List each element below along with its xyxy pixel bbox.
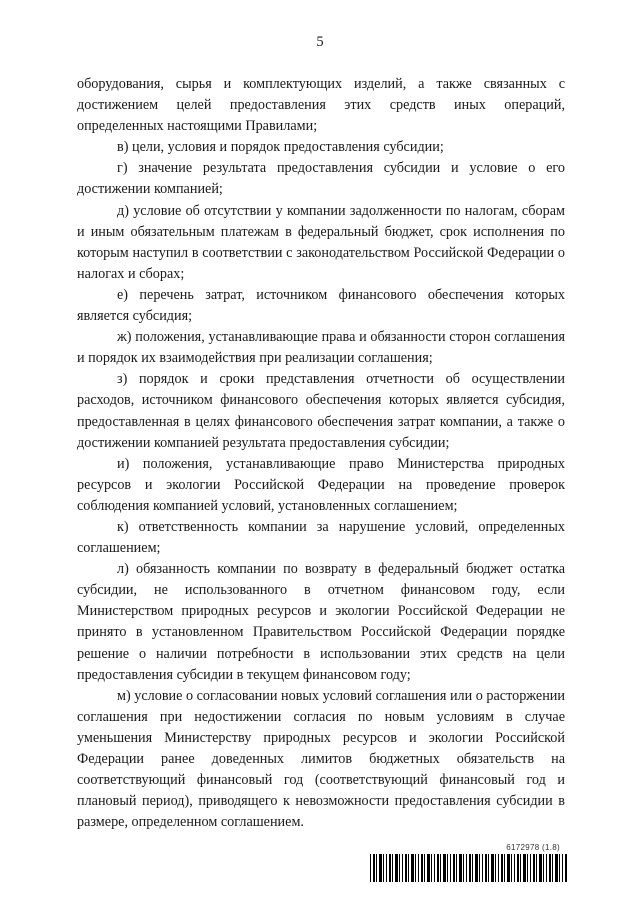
paragraph-item-zh: ж) положения, устанавливающие права и обязанности сторон соглашения и порядок их взаимодействия при реализации соглашения;	[77, 329, 565, 367]
document-body	[77, 74, 565, 833]
paragraph-item-e: е) перечень затрат, источником финансового обеспечения которых является субсидия;	[77, 286, 565, 325]
paragraph-item-l: л) обязанность компании по возврату в федеральный бюджет остатка субсидии, не использованного в отчетном финансовом году, если Министерством природных ресурсов и экологии Российской Федерации не принято в установленном Правительством Российской Федерации порядке решение о наличии потребности в использовании этих средств на цели предоставления субсидии в текущем финансовом году;	[77, 561, 565, 683]
paragraph-item-i: и) положения, устанавливающие право Министерства природных ресурсов и экологии Российской Федерации на проведение проверок соблюдения компанией условий, установленных соглашением;	[77, 455, 565, 514]
page-number: 5	[316, 34, 324, 50]
paragraph-item-z: з) порядок и сроки представления отчетности об осуществлении расходов, источником финансового обеспечения которых является субсидия, предоставленная в целях финансового обеспечения затрат компании, а также о достижении компанией результата предоставления субсидии;	[77, 371, 565, 451]
document-footer	[368, 843, 568, 883]
paragraph-item-d: д) условие об отсутствии у компании задолженности по налогам, сборам и иным обязательным платежам в федеральный бюджет, срок исполнения по которым наступил в соответствии с законодательством Российской Федерации о налогах и сборах;	[77, 202, 565, 282]
paragraph-item-k: к) ответственность компании за нарушение условий, определенных соглашением;	[77, 518, 565, 557]
paragraph-continuation: оборудования, сырья и комплектующих изделий, а также связанных с достижением целей предоставления этих средств иных операций, определенных настоящими Правилами;	[77, 76, 565, 135]
barcode-image	[370, 854, 568, 882]
paragraph-item-v: в) цели, условия и порядок предоставления субсидии;	[117, 139, 444, 156]
paragraph-item-g: г) значение результата предоставления субсидии и условие о его достижении компанией;	[77, 160, 565, 198]
document-code: 6172978 (1.8)	[506, 843, 560, 852]
paragraph-item-m: м) условие о согласовании новых условий соглашения или о расторжении соглашения при недостижении согласия по новым условиям в случае уменьшения Министерству природных ресурсов и экологии Российской Федерации ранее доведенных лимитов бюджетных обязательств на соответствующий финансовый год (соответствующий финансовый год и плановый период), приводящего к невозможности предоставления субсидии в размере, определенном соглашением.	[77, 687, 565, 831]
